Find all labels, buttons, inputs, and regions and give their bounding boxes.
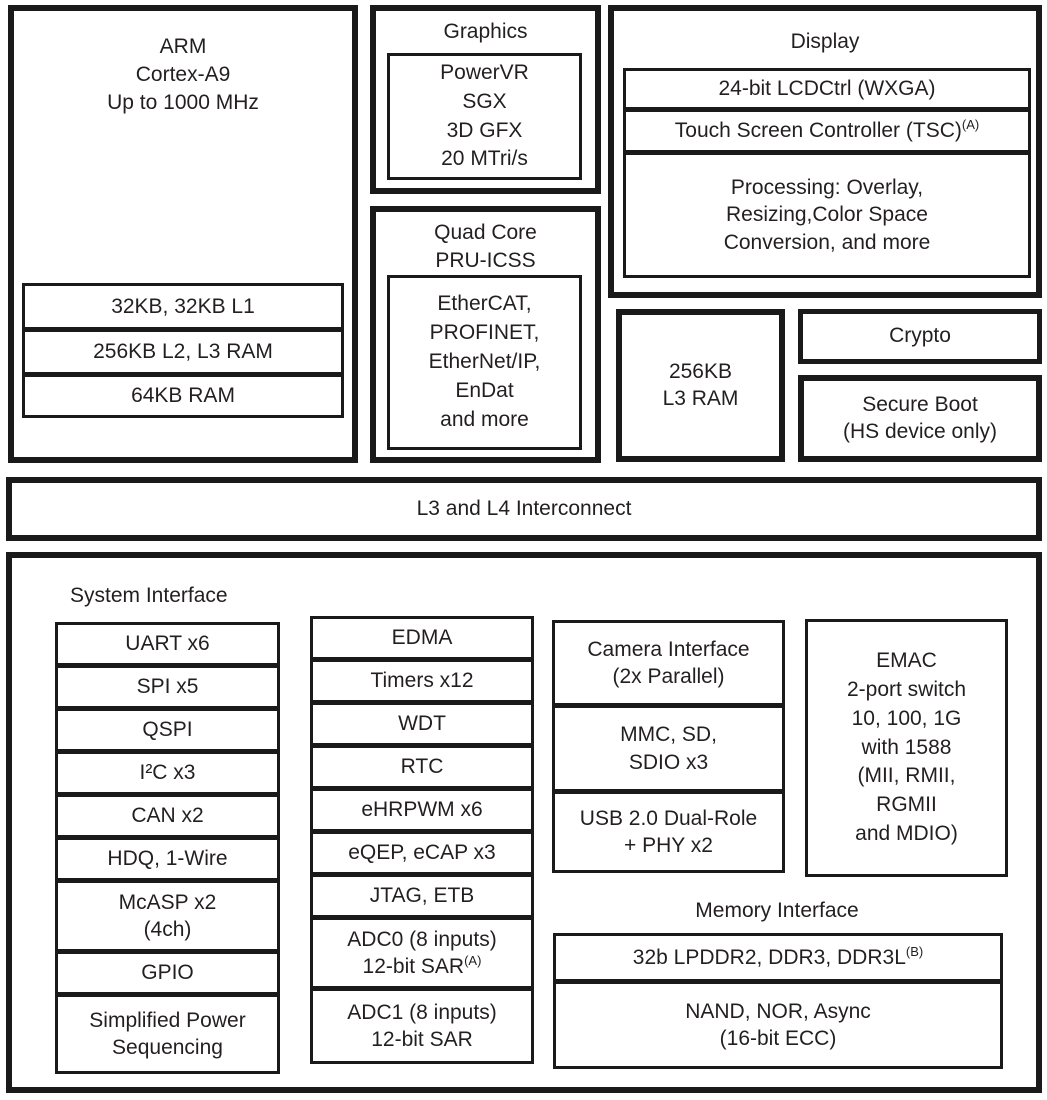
secure-boot-block: Secure Boot (HS device only) [798,375,1042,462]
cell-eqep-ecap-x3: eQEP, eCAP x3 [310,831,534,875]
display-block-title: Display [790,30,860,53]
powervr-sgx-core-box: PowerVR SGX 3D GFX 20 MTri/s [387,53,582,180]
graphics-block [370,5,601,194]
cell-mcasp-x2: McASP x2 (4ch) [55,880,280,952]
l3-ram-block: 256KB L3 RAM [616,309,785,462]
arm-memory-rows [22,283,344,418]
industrial-protocols-box: EtherCAT, PROFINET, EtherNet/IP, EnDat and more [387,275,582,450]
cell-can-x2: CAN x2 [55,794,280,838]
cell-rtc: RTC [310,745,534,789]
pru-icss-block-title: Quad Core PRU-ICSS [434,221,537,272]
system-interface-column-1 [55,622,280,1074]
arm-cortex-a9-block [8,5,358,463]
cell-uart-x6: UART x6 [55,622,280,666]
cell-timers-x12: Timers x12 [310,659,534,703]
cell-gpio: GPIO [55,951,280,995]
cell-wdt: WDT [310,702,534,746]
system-interface-column-3 [552,620,785,873]
cell-touch-screen-controller-tsc: Touch Screen Controller (TSC)$^{(A)}$ [623,109,1031,153]
cell-i-c-x3: I²C x3 [55,751,280,795]
footnote-marker: (A) [961,117,980,133]
cell-adc1-8-inputs: ADC1 (8 inputs) 12-bit SAR [310,988,534,1064]
cell-32b-lpddr2-ddr3-ddr3l: 32b LPDDR2, DDR3, DDR3L$^{(B)}$ [553,933,1003,982]
cell-usb-2-0-dual-role: USB 2.0 Dual-Role + PHY x2 [552,791,785,873]
system-interface-column-2 [310,616,534,1064]
pru-icss-block [370,206,601,463]
cell-spi-x5: SPI x5 [55,665,280,709]
graphics-block-title: Graphics [443,20,528,43]
memory-interface-rows [553,933,1003,1069]
cell-64kb-ram: 64KB RAM [22,374,344,418]
cell-camera-interface: Camera Interface (2x Parallel) [552,620,785,706]
cell-ehrpwm-x6: eHRPWM x6 [310,788,534,832]
emac-block: EMAC 2-port switch 10, 100, 1G with 1588 (MII, RMII, RGMII and MDIO) [805,619,1008,877]
cell-jtag-etb: JTAG, ETB [310,874,534,918]
cell-32kb-32kb-l1: 32KB, 32KB L1 [22,283,344,330]
cell-mmc-sd: MMC, SD, SDIO x3 [552,705,785,792]
footnote-marker: (B) [905,943,924,959]
l3-l4-interconnect-bar: L3 and L4 Interconnect [6,477,1042,541]
display-subsystem-rows [623,68,1031,278]
memory-interface-title: Memory Interface [695,899,859,922]
cell-simplified-power: Simplified Power Sequencing [55,994,280,1074]
footnote-marker: (A) [464,953,482,968]
system-interface-block [6,552,1042,1093]
cell-hdq-1-wire: HDQ, 1-Wire [55,837,280,881]
system-interface-title: System Interface [70,584,228,607]
cell-256kb-l2-l3-ram: 256KB L2, L3 RAM [22,329,344,375]
cell-24-bit-lcdctrl-wxga: 24-bit LCDCtrl (WXGA) [623,68,1031,110]
cell-nand-nor-async: NAND, NOR, Async (16-bit ECC) [553,981,1003,1069]
cell-adc0-8-inputs: ADC0 (8 inputs) 12-bit SAR$^{(A)}$ [310,917,534,989]
crypto-block: Crypto [798,309,1042,364]
arm-block-title: ARM Cortex-A9 Up to 1000 MHz [107,35,259,114]
cell-edma: EDMA [310,616,534,660]
cell-processing-overlay: Processing: Overlay, Resizing,Color Space Conversion, and more [623,152,1031,278]
cell-qspi: QSPI [55,708,280,752]
display-block [608,5,1042,298]
